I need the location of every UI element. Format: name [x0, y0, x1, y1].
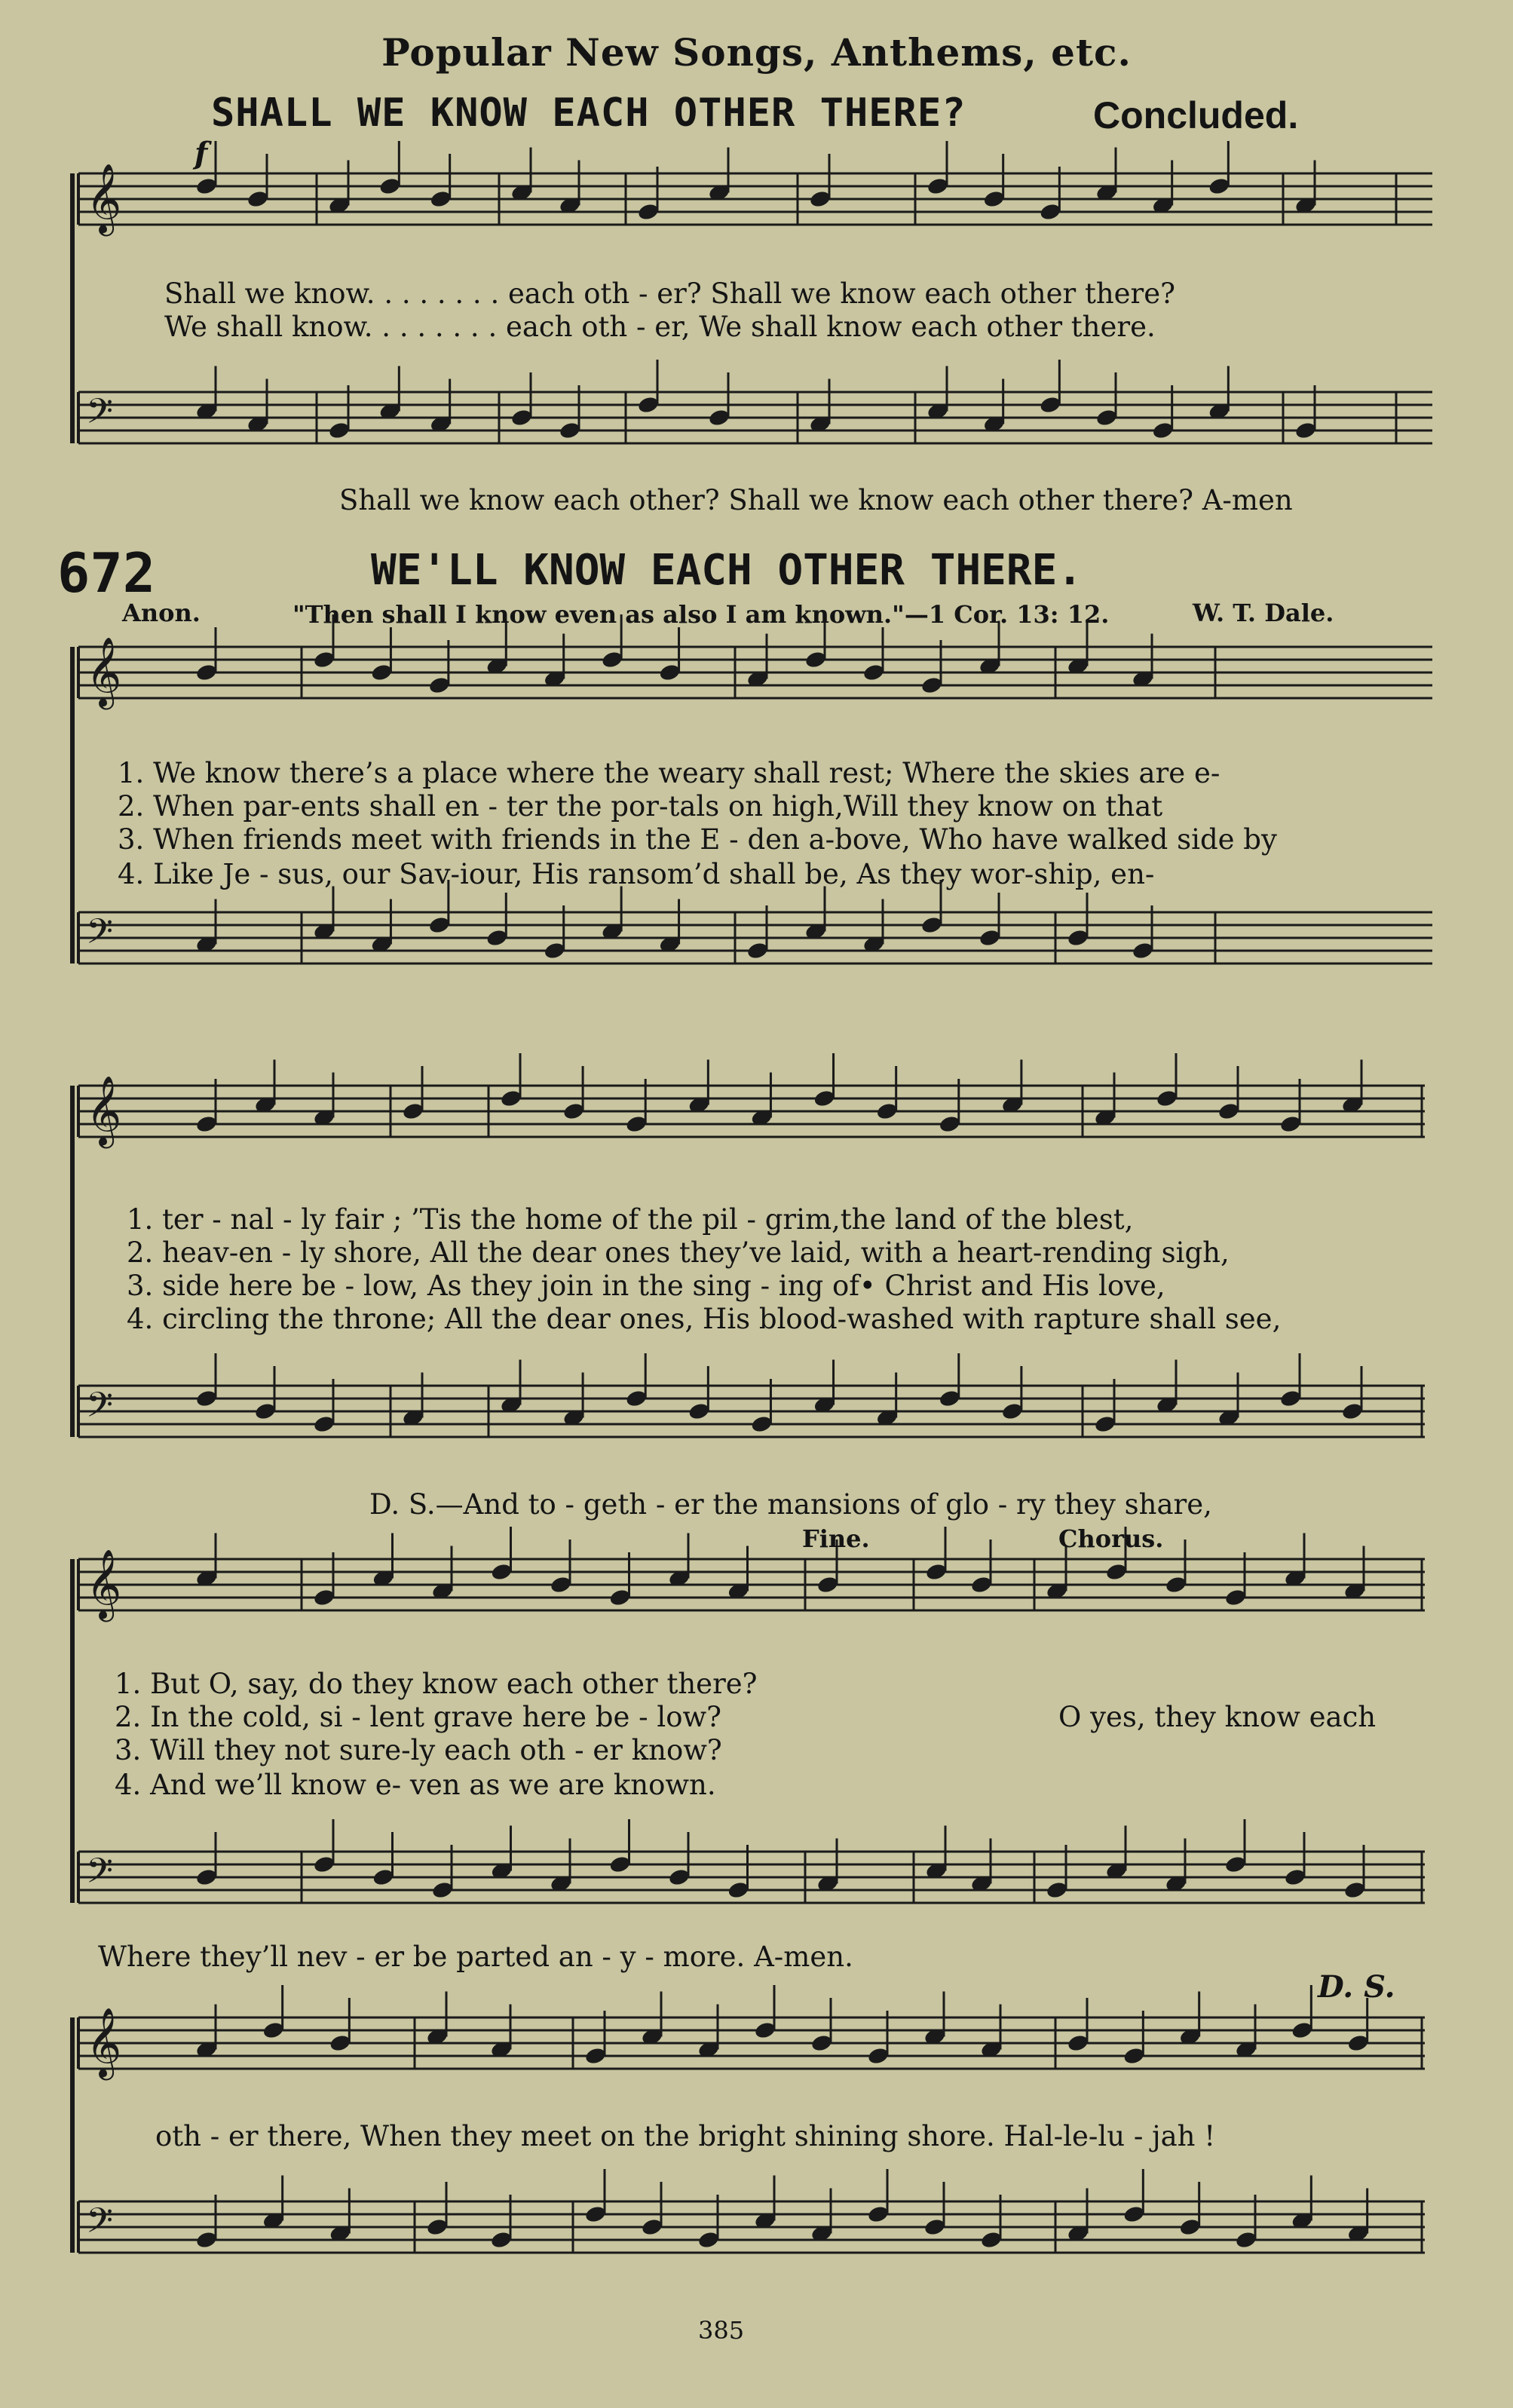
bass-clef-icon: 𝄢 [86, 911, 114, 960]
treble-clef-icon: 𝄞 [86, 636, 122, 706]
fine-marking: Fine. [802, 1524, 870, 1553]
bass-clef-icon: 𝄢 [86, 1851, 114, 1900]
lyric-line: oth - er there, When they meet on the bright shining shore. Hal-le-lu - jah ! [155, 2120, 1216, 2152]
bass-lyric-line: Where they’ll nev - er be parted an - y - more. A-men. [98, 1941, 853, 1973]
song-title: WE'LL KNOW EACH OTHER THERE. [371, 546, 1083, 595]
bass-clef-icon: 𝄢 [86, 2201, 114, 2250]
author-credit: Anon. [122, 599, 201, 627]
bass-clef-icon: 𝄢 [86, 391, 114, 440]
ds-lyric-line: D. S.—And to - geth - er the mansions of glo - ry they share, [369, 1488, 1212, 1521]
lyric-line: 2. When par-ents shall en - ter the por-tals on high,Will they know on that [118, 790, 1163, 823]
lyric-line: 1. ter - nal - ly fair ; ’Tis the home of the pil - grim,the land of the blest, [127, 1203, 1134, 1236]
lyric-line: 1. We know there’s a place where the weary shall rest; Where the skies are e- [118, 757, 1221, 789]
lyric-line: 3. side here be - low, As they join in the sing - ing of• Christ and His love, [127, 1270, 1165, 1302]
treble-clef-icon: 𝄞 [86, 163, 122, 233]
lyric-line: 1. But O, say, do they know each other there? [115, 1668, 758, 1700]
lyric-line: 4. Like Je - sus, our Sav-iour, His ransom’d shall be, As they wor-ship, en- [118, 858, 1155, 890]
treble-clef-icon: 𝄞 [86, 1549, 122, 1619]
ds-marking: D. S. [1318, 1969, 1395, 2005]
lyric-line: 3. Will they not sure-ly each oth - er know? [115, 1734, 722, 1766]
lyric-line: 2. heav-en - ly shore, All the dear ones they’ve laid, with a heart-rending sigh, [127, 1236, 1230, 1269]
lyric-line: 3. When friends meet with friends in the E - den a-bove, Who have walked side by [118, 823, 1277, 856]
song-title: SHALL WE KNOW EACH OTHER THERE? [211, 90, 966, 136]
treble-clef-icon: 𝄞 [86, 1075, 122, 1145]
page-header: Popular New Songs, Anthems, etc. [381, 30, 1132, 75]
hymn-number: 672 [57, 541, 156, 605]
lyric-line: Shall we know each other? Shall we know each other there? A-men [339, 484, 1293, 516]
lyric-line: We shall know. . . . . . . . each oth - er, We shall know each other there. [164, 311, 1156, 343]
lyric-line: 4. And we’ll know e- ven as we are known. [115, 1769, 716, 1801]
dynamic-marking: f [194, 136, 208, 171]
chorus-lyric: O yes, they know each [1058, 1701, 1377, 1733]
chorus-marking: Chorus. [1058, 1524, 1164, 1553]
song-status: Concluded. [1093, 94, 1299, 136]
lyric-line: 4. circling the throne; All the dear ones, His blood-washed with rapture shall see, [127, 1303, 1282, 1335]
bass-clef-icon: 𝄢 [86, 1385, 114, 1434]
lyric-line: 2. In the cold, si - lent grave here be - low? [115, 1701, 721, 1733]
treble-clef-icon: 𝄞 [86, 2007, 122, 2077]
page-number: 385 [698, 2316, 745, 2345]
composer-credit: W. T. Dale. [1193, 599, 1334, 627]
lyric-line: Shall we know. . . . . . . . each oth - er? Shall we know each other there? [164, 277, 1175, 310]
scripture-reference: "Then shall I know even as also I am known."—1 Cor. 13: 12. [292, 600, 1110, 629]
